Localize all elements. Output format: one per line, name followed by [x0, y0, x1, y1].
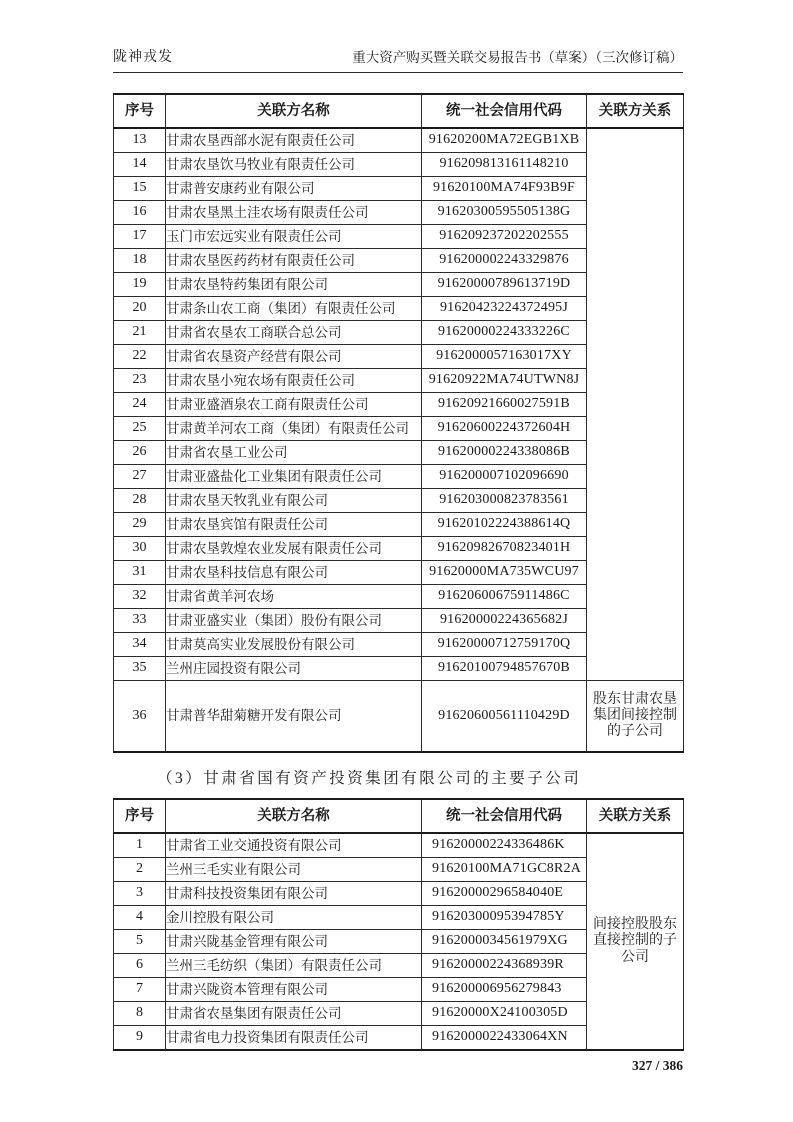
credit-code-cell: 91620000296584040E: [422, 882, 587, 906]
credit-code-cell: 9162000022433064XN: [422, 1026, 587, 1051]
header-right-title: 重大资产购买暨关联交易报告书（草案）（三次修订稿）: [352, 50, 683, 65]
credit-code-cell: 916200002243329876: [422, 249, 587, 273]
page-header: [113, 46, 683, 73]
col-header-index: 序号: [114, 94, 166, 128]
row-index-cell: 31: [114, 561, 166, 585]
credit-code-cell: 91620000X24100305D: [422, 1002, 587, 1026]
credit-code-cell: 91620100794857670B: [422, 657, 587, 681]
company-name-cell: 甘肃黄羊河农工商（集团）有限责任公司: [166, 417, 422, 441]
credit-code-cell: 91620600224372604H: [422, 417, 587, 441]
company-name-cell: 兰州三毛实业有限公司: [166, 858, 422, 882]
row-index-cell: 33: [114, 609, 166, 633]
row-index-cell: 36: [114, 681, 166, 753]
company-name-cell: 甘肃省工业交通投资有限公司: [166, 833, 422, 858]
company-name-cell: 甘肃农垦西部水泥有限责任公司: [166, 128, 422, 153]
table-2-header: [114, 799, 684, 833]
row-index-cell: 6: [114, 954, 166, 978]
row-index-cell: 29: [114, 513, 166, 537]
row-index-cell: 17: [114, 225, 166, 249]
header-left-title: 陇神戎发: [113, 50, 173, 65]
credit-code-cell: 91620423224372495J: [422, 297, 587, 321]
related-parties-table-2: [113, 798, 684, 1051]
relation-merged-cell: 间接控股股东直接控制的子公司: [587, 833, 684, 1050]
row-index-cell: 13: [114, 128, 166, 153]
row-index-cell: 19: [114, 273, 166, 297]
row-index-cell: 2: [114, 858, 166, 882]
company-name-cell: 甘肃科技投资集团有限公司: [166, 882, 422, 906]
row-index-cell: 32: [114, 585, 166, 609]
company-name-cell: 甘肃省农垦工业公司: [166, 441, 422, 465]
company-name-cell: 甘肃普华甜菊糖开发有限公司: [166, 681, 422, 753]
relation-merged-cell: [587, 128, 684, 681]
row-index-cell: 20: [114, 297, 166, 321]
row-index-cell: 28: [114, 489, 166, 513]
credit-code-cell: 91620982670823401H: [422, 537, 587, 561]
company-name-cell: 甘肃农垦科技信息有限公司: [166, 561, 422, 585]
credit-code-cell: 916200007102096690: [422, 465, 587, 489]
credit-code-cell: 9162000057163017XY: [422, 345, 587, 369]
credit-code-cell: 91620600561110429D: [422, 681, 587, 753]
company-name-cell: 甘肃兴陇基金管理有限公司: [166, 930, 422, 954]
row-index-cell: 16: [114, 201, 166, 225]
credit-code-cell: 91620000224333226C: [422, 321, 587, 345]
credit-code-cell: 916209237202202555: [422, 225, 587, 249]
row-index-cell: 22: [114, 345, 166, 369]
table-row: [114, 128, 684, 153]
credit-code-cell: 91620000224368939R: [422, 954, 587, 978]
row-index-cell: 15: [114, 177, 166, 201]
company-name-cell: 甘肃亚盛酒泉农工商有限责任公司: [166, 393, 422, 417]
credit-code-cell: 91620000224336486K: [422, 833, 587, 858]
col-header-index: 序号: [114, 799, 166, 833]
col-header-party-name: 关联方名称: [166, 799, 422, 833]
row-index-cell: 35: [114, 657, 166, 681]
col-header-relation: 关联方关系: [587, 94, 684, 128]
page-number: 327 / 386: [631, 1058, 683, 1073]
table-row: [114, 833, 684, 858]
table-header-row: [114, 799, 684, 833]
row-index-cell: 25: [114, 417, 166, 441]
credit-code-cell: 91620300095394785Y: [422, 906, 587, 930]
row-index-cell: 3: [114, 882, 166, 906]
row-index-cell: 18: [114, 249, 166, 273]
company-name-cell: 甘肃莫高实业发展股份有限公司: [166, 633, 422, 657]
row-index-cell: 34: [114, 633, 166, 657]
credit-code-cell: 91620300595505138G: [422, 201, 587, 225]
related-parties-table-1: [113, 93, 684, 753]
credit-code-cell: 91620100MA71GC8R2A: [422, 858, 587, 882]
credit-code-cell: 91620921660027591B: [422, 393, 587, 417]
row-index-cell: 23: [114, 369, 166, 393]
table-row: [114, 681, 684, 753]
company-name-cell: 甘肃条山农工商（集团）有限责任公司: [166, 297, 422, 321]
credit-code-cell: 91620102224388614Q: [422, 513, 587, 537]
company-name-cell: 甘肃兴陇资本管理有限公司: [166, 978, 422, 1002]
section-heading: （3）甘肃省国有资产投资集团有限公司的主要子公司: [157, 770, 582, 787]
col-header-credit-code: 统一社会信用代码: [422, 94, 587, 128]
row-index-cell: 8: [114, 1002, 166, 1026]
credit-code-cell: 91620000789613719D: [422, 273, 587, 297]
company-name-cell: 甘肃普安康药业有限公司: [166, 177, 422, 201]
row-index-cell: 24: [114, 393, 166, 417]
table-1-header: [114, 94, 684, 128]
col-header-party-name: 关联方名称: [166, 94, 422, 128]
row-index-cell: 14: [114, 153, 166, 177]
credit-code-cell: 91620000224338086B: [422, 441, 587, 465]
company-name-cell: 甘肃农垦天牧乳业有限公司: [166, 489, 422, 513]
col-header-relation: 关联方关系: [587, 799, 684, 833]
company-name-cell: 甘肃农垦饮马牧业有限责任公司: [166, 153, 422, 177]
row-index-cell: 7: [114, 978, 166, 1002]
company-name-cell: 金川控股有限公司: [166, 906, 422, 930]
credit-code-cell: 91620100MA74F93B9F: [422, 177, 587, 201]
row-index-cell: 27: [114, 465, 166, 489]
company-name-cell: 甘肃农垦黑土洼农场有限责任公司: [166, 201, 422, 225]
company-name-cell: 甘肃亚盛盐化工业集团有限责任公司: [166, 465, 422, 489]
table-2-body: [114, 833, 684, 1050]
credit-code-cell: 916209813161148210: [422, 153, 587, 177]
company-name-cell: 甘肃省农垦集团有限责任公司: [166, 1002, 422, 1026]
company-name-cell: 甘肃农垦敦煌农业发展有限责任公司: [166, 537, 422, 561]
credit-code-cell: 91620600675911486C: [422, 585, 587, 609]
credit-code-cell: 916200006956279843: [422, 978, 587, 1002]
credit-code-cell: 91620000224365682J: [422, 609, 587, 633]
row-index-cell: 5: [114, 930, 166, 954]
company-name-cell: 兰州三毛纺织（集团）有限责任公司: [166, 954, 422, 978]
credit-code-cell: 91620000712759170Q: [422, 633, 587, 657]
company-name-cell: 玉门市宏远实业有限责任公司: [166, 225, 422, 249]
row-index-cell: 30: [114, 537, 166, 561]
row-index-cell: 4: [114, 906, 166, 930]
company-name-cell: 甘肃农垦医药药材有限责任公司: [166, 249, 422, 273]
col-header-credit-code: 统一社会信用代码: [422, 799, 587, 833]
company-name-cell: 甘肃省黄羊河农场: [166, 585, 422, 609]
row-index-cell: 1: [114, 833, 166, 858]
credit-code-cell: 916203000823783561: [422, 489, 587, 513]
credit-code-cell: 91620200MA72EGB1XB: [422, 128, 587, 153]
company-name-cell: 兰州庄园投资有限公司: [166, 657, 422, 681]
company-name-cell: 甘肃农垦小宛农场有限责任公司: [166, 369, 422, 393]
credit-code-cell: 91620922MA74UTWN8J: [422, 369, 587, 393]
relation-cell: 股东甘肃农垦集团间接控制的子公司: [587, 681, 684, 753]
company-name-cell: 甘肃省农垦农工商联合总公司: [166, 321, 422, 345]
company-name-cell: 甘肃农垦宾馆有限责任公司: [166, 513, 422, 537]
row-index-cell: 9: [114, 1026, 166, 1051]
row-index-cell: 21: [114, 321, 166, 345]
company-name-cell: 甘肃亚盛实业（集团）股份有限公司: [166, 609, 422, 633]
table-1-body: [114, 128, 684, 752]
company-name-cell: 甘肃农垦特药集团有限公司: [166, 273, 422, 297]
company-name-cell: 甘肃省电力投资集团有限责任公司: [166, 1026, 422, 1051]
row-index-cell: 26: [114, 441, 166, 465]
table-header-row: [114, 94, 684, 128]
credit-code-cell: 91620000MA735WCU97: [422, 561, 587, 585]
credit-code-cell: 9162000034561979XG: [422, 930, 587, 954]
company-name-cell: 甘肃省农垦资产经营有限公司: [166, 345, 422, 369]
